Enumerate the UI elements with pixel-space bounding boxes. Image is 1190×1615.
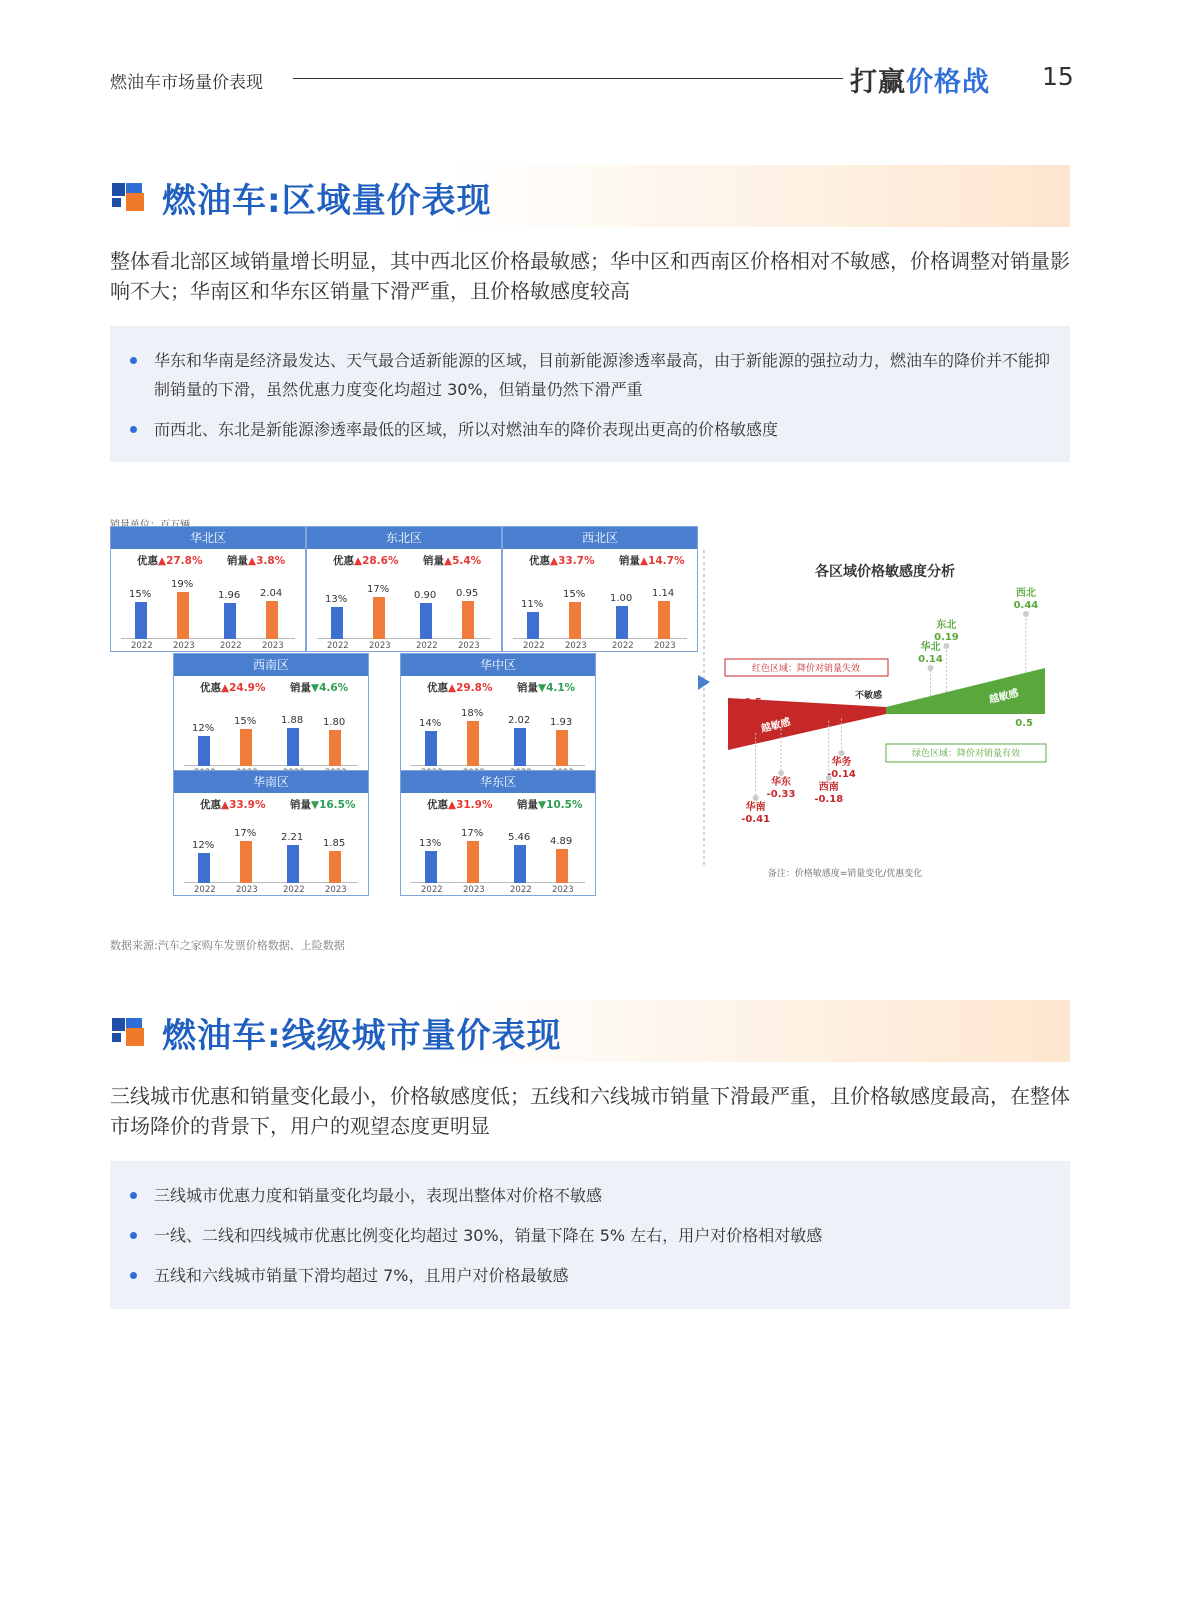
discount-change-value: ▲28.6% [354, 555, 399, 567]
point-value: -0.41 [741, 814, 771, 825]
region-panel-title: 华东区 [401, 771, 595, 793]
point-name: 东北 [936, 620, 957, 631]
point-dot [943, 643, 949, 649]
year-label: 2023 [173, 641, 195, 651]
bullet-box-1 [110, 326, 1070, 462]
discount-change-value: ▲29.8% [448, 682, 493, 694]
section-title-1: 燃油车:区域量价表现 [162, 181, 492, 221]
year-label: 2022 [510, 885, 532, 895]
bar-value-label: 15% [234, 715, 257, 727]
bar-value-label: 1.14 [652, 588, 675, 599]
year-label: 2023 [236, 885, 258, 895]
axis-max-label: 0.5 [1015, 718, 1033, 729]
point-value: -0.33 [766, 789, 796, 800]
brand-title [850, 60, 990, 99]
discount-change-label: 优惠▲29.8% [427, 682, 493, 694]
bar-value-label: 1.96 [218, 589, 241, 601]
sales-change-value: ▲14.7% [640, 555, 685, 567]
bar-value-label: 1.88 [281, 715, 304, 726]
section-title-band-1 [110, 165, 1070, 227]
bar-value-label: 2.02 [508, 715, 531, 726]
section-label: 燃油车市场量价表现 [110, 73, 263, 93]
year-label: 2023 [654, 641, 676, 651]
sales-change-label: 销量▲14.7% [619, 555, 685, 567]
point-name: 华北 [920, 642, 941, 653]
header-rule [293, 78, 843, 79]
sales-change-value: ▼4.6% [311, 682, 349, 694]
region-panel-title: 华中区 [401, 654, 595, 676]
bar-value-label: 18% [461, 708, 484, 719]
discount-change-label: 优惠▲27.8% [137, 555, 203, 567]
point-value: -0.18 [814, 794, 844, 805]
region-panel-title: 西南区 [174, 654, 368, 676]
bar-value-label: 12% [192, 723, 215, 734]
year-label: 2023 [262, 641, 284, 651]
year-label: 2022 [220, 641, 242, 651]
sales-change-label: 销量▼4.1% [517, 682, 576, 694]
point-value: -0.14 [827, 769, 856, 780]
point-name: 华南 [745, 802, 766, 813]
section-title-2: 燃油车:线级城市量价表现 [162, 1016, 562, 1056]
point-value: 0.44 [1013, 600, 1039, 611]
year-label: 2023 [369, 641, 391, 651]
year-label: 2023 [463, 885, 485, 895]
section-logo-icon [112, 183, 144, 215]
sales-change-value: ▼10.5% [538, 799, 583, 811]
sales-change-label: 销量▲3.8% [227, 555, 286, 567]
bar-value-label: 5.46 [508, 832, 531, 843]
year-label: 2022 [327, 641, 349, 651]
bar-value-label: 14% [419, 718, 442, 729]
point-dot [753, 795, 759, 801]
year-label: 2022 [131, 641, 153, 651]
point-dot [778, 770, 784, 776]
left-arrow-label: 越敏感 [760, 716, 792, 735]
red-zone-label: 红色区域：降价对销量失效 [751, 664, 861, 674]
year-label: 2023 [552, 885, 574, 895]
discount-change-value: ▲31.9% [448, 799, 493, 811]
section-lead-2: 三线城市优惠和销量变化最小，价格敏感度低；五线和六线城市销量下滑最严重，且价格敏感度最高，在整体市场降价的背景下，用户的观望态度更明显 [110, 1084, 1070, 1138]
point-name: 西北 [1015, 588, 1036, 599]
section-lead-1: 整体看北部区域销量增长明显，其中西北区价格最敏感；华中区和西南区价格相对不敏感，价格调整对销量影响不大；华南区和华东区销量下滑严重，且价格敏感度较高 [110, 249, 1070, 303]
bullet-item: 三线城市优惠力度和销量变化均最小，表现出整体对价格不敏感 [128, 1181, 1054, 1210]
center-label: 不敏感 [854, 691, 882, 701]
bar-value-label: 19% [171, 578, 194, 590]
bar-value-label: 11% [521, 598, 544, 610]
year-label: 2022 [416, 641, 438, 651]
sales-change-value: ▼4.1% [538, 682, 576, 694]
bar-value-label: 12% [192, 840, 215, 851]
year-label: 2022 [194, 885, 216, 895]
bar-value-label: 0.90 [414, 590, 437, 601]
section-logo-icon [112, 1018, 144, 1050]
point-dot [1023, 611, 1029, 617]
point-name: 华东 [771, 777, 792, 788]
page-header [110, 60, 1074, 100]
point-value: 0.14 [918, 654, 943, 665]
point-name: 华务 [831, 757, 852, 768]
discount-change-label: 优惠▲33.9% [200, 799, 266, 811]
discount-change-label: 优惠▲33.7% [529, 555, 595, 567]
section-title-band-2 [110, 1000, 1070, 1062]
bar-value-label: 17% [234, 827, 257, 839]
discount-change-value: ▲27.8% [158, 555, 203, 567]
year-label: 2022 [283, 885, 305, 895]
source-note: 数据来源:汽车之家购车发票价格数据、上险数据 [110, 939, 345, 952]
bar-value-label: 2.04 [260, 588, 283, 599]
sales-change-label: 销量▼4.6% [290, 682, 349, 694]
year-label: 2022 [523, 641, 545, 651]
page-number: 15 [1042, 62, 1074, 91]
discount-change-value: ▲24.9% [221, 682, 266, 694]
point-name: 西南 [818, 782, 839, 793]
bullet-item: 一线、二线和四线城市优惠比例变化均超过 30%，销量下降在 5% 左右，用户对价格相对敏感 [128, 1221, 1054, 1250]
sales-change-value: ▲3.8% [248, 555, 286, 567]
sales-change-label: 销量▲5.4% [423, 555, 482, 567]
year-label: 2022 [612, 641, 634, 651]
year-label: 2023 [458, 641, 480, 651]
discount-change-label: 优惠▲31.9% [427, 799, 493, 811]
bar-value-label: 1.80 [323, 716, 346, 728]
sales-change-value: ▼16.5% [311, 799, 356, 811]
bar-value-label: 15% [129, 588, 152, 600]
sales-change-label: 销量▼10.5% [517, 799, 583, 811]
bar-value-label: 0.95 [456, 588, 479, 599]
bullet-item: 而西北、东北是新能源渗透率最低的区域，所以对燃油车的降价表现出更高的价格敏感度 [128, 415, 1054, 444]
brand-part-1: 打赢 [850, 67, 906, 98]
green-wedge [886, 668, 1045, 714]
region-figure [110, 520, 1070, 905]
bullet-box-2 [110, 1161, 1070, 1309]
point-dot [838, 750, 844, 756]
right-arrow-label: 越敏感 [988, 687, 1020, 706]
discount-change-value: ▲33.7% [550, 555, 595, 567]
bullet-item: 五线和六线城市销量下滑均超过 7%，且用户对价格最敏感 [128, 1261, 1054, 1290]
discount-change-label: 优惠▲24.9% [200, 682, 266, 694]
discount-change-label: 优惠▲28.6% [333, 555, 399, 567]
region-panel-title: 西北区 [503, 527, 697, 549]
bar-value-label: 1.93 [550, 716, 573, 728]
bullet-item: 华东和华南是经济最发达、天气最合适新能源的区域，目前新能源渗透率最高，由于新能源的强拉动力，燃油车的降价并不能抑制销量的下滑，虽然优惠力度变化均超过 30%，但销量仍然下滑严重 [128, 346, 1054, 404]
bar-value-label: 17% [367, 583, 390, 595]
sales-change-value: ▲5.4% [444, 555, 482, 567]
year-label: 2023 [325, 885, 347, 895]
sensitivity-title: 各区域价格敏感度分析 [815, 564, 955, 580]
region-panel-title: 华南区 [174, 771, 368, 793]
bar-value-label: 2.21 [281, 832, 304, 843]
bar-value-label: 13% [419, 837, 442, 849]
bar-value-label: 13% [325, 593, 348, 605]
discount-change-value: ▲33.9% [221, 799, 266, 811]
green-zone-label: 绿色区域：降价对销量有效 [911, 749, 1021, 759]
region-panel-title: 华北区 [111, 527, 305, 549]
region-panel-title: 东北区 [307, 527, 501, 549]
brand-part-2: 价格战 [906, 67, 990, 98]
sensitivity-chart [110, 520, 1070, 905]
sales-change-label: 销量▼16.5% [290, 799, 356, 811]
bar-value-label: 1.00 [610, 592, 633, 604]
axis-min-label: -0.5 [740, 697, 762, 708]
formula-note: 备注：价格敏感度=销量变化/优惠变化 [767, 869, 923, 879]
bar-value-label: 17% [461, 827, 484, 839]
bar-value-label: 15% [563, 588, 586, 600]
bar-value-label: 1.85 [323, 838, 346, 850]
year-label: 2022 [421, 885, 443, 895]
point-value: 0.19 [934, 632, 959, 643]
point-dot [928, 665, 934, 671]
year-label: 2023 [565, 641, 587, 651]
bar-value-label: 4.89 [550, 835, 573, 847]
